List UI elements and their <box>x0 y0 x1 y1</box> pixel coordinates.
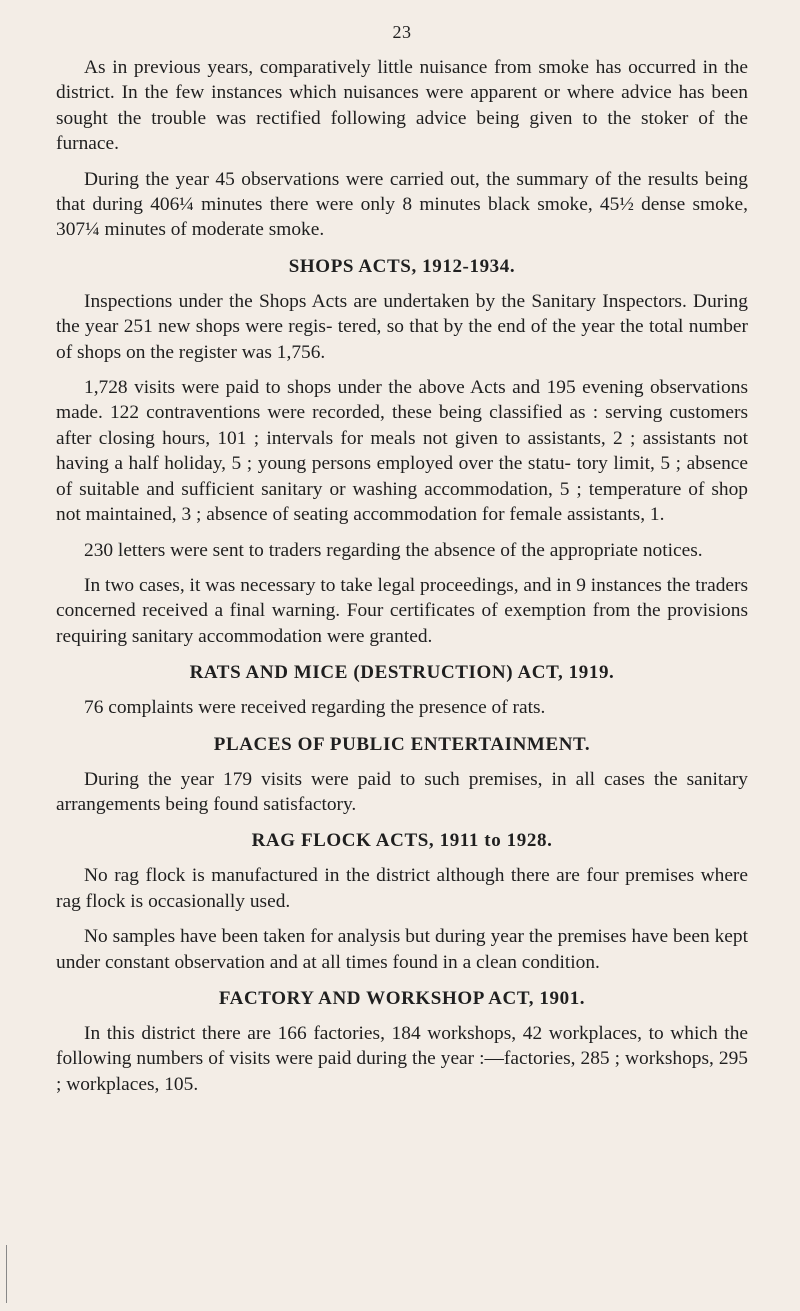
section-smoke <box>56 55 748 243</box>
heading-rats-mice: RATS AND MICE (DESTRUCTION) ACT, 1919. <box>189 662 615 684</box>
paragraph-shops-letters: 230 letters were sent to traders regarding the absence of the appropriate notices. <box>84 539 703 561</box>
paragraph-rag-flock-premises: No rag flock is manufactured in the district although there are four premises where rag flock is occasionally used. <box>56 865 748 912</box>
section-shops-acts <box>56 255 748 649</box>
paragraph-shops-visits: 1,728 visits were paid to shops under the above Acts and 195 evening observations made. 122 contraventions were recorded, these being classified as : serving customers after closing hours, 101 ; intervals for meals not given to assistants, 2 ; assistants not having a half holiday, 5 ; young persons employed over the statu- tory limit, 5 ; absence of suitable and sufficient sanitary or washing accommodation, 5 ; temperature of shop not maintained, 3 ; absence of seating accommodation for female assistants, 1. <box>56 377 748 526</box>
paragraph-entertainment-visits: During the year 179 visits were paid to such premises, in all cases the sanitary arrangements being found satisfactory. <box>56 768 748 815</box>
section-public-entertainment <box>56 733 748 818</box>
page-number: 23 <box>392 22 412 42</box>
paragraph-smoke-observations: During the year 45 observations were carried out, the summary of the results being that during 406¼ minutes there were only 8 minutes black smoke, 45½ dense smoke, 307¼ minutes of moderate smoke. <box>56 168 748 241</box>
paragraph-rag-flock-samples: No samples have been taken for analysis but during year the premises have been kept under constant observation and at all times found in a clean condition. <box>56 926 748 973</box>
section-factory-workshop <box>56 987 748 1097</box>
section-rag-flock <box>56 829 748 975</box>
heading-public-entertainment: PLACES OF PUBLIC ENTERTAINMENT. <box>213 733 591 755</box>
paragraph-rats-complaints: 76 complaints were received regarding the presence of rats. <box>84 697 546 719</box>
paragraph-shops-inspections: Inspections under the Shops Acts are undertaken by the Sanitary Inspectors. During the year 251 new shops were regis- tered, so that by the end of the year the total number of shops on the register was 1,756. <box>56 290 748 363</box>
heading-shops-acts: SHOPS ACTS, 1912-1934. <box>288 255 516 277</box>
paragraph-factory-visits: In this district there are 166 factories, 184 workshops, 42 workplaces, to which the following numbers of visits were paid during the year :—factories, 285 ; workshops, 295 ; workplaces, 105. <box>56 1022 748 1095</box>
heading-rag-flock: RAG FLOCK ACTS, 1911 to 1928. <box>251 830 553 852</box>
paragraph-shops-proceedings: In two cases, it was necessary to take legal proceedings, and in 9 instances the traders concerned received a final warning. Four certificates of exemption from the provisions requiring sanitary accommodation were granted. <box>56 574 748 647</box>
heading-factory-workshop: FACTORY AND WORKSHOP ACT, 1901. <box>218 987 586 1009</box>
section-rats-mice <box>56 661 748 720</box>
paragraph-smoke-nuisance: As in previous years, comparatively little nuisance from smoke has occurred in the district. In the few instances which nuisances were apparent or where advice has been sought the trouble was rectified following advice being given to the stoker of the furnace. <box>56 57 748 155</box>
page-edge-mark <box>6 1245 7 1303</box>
